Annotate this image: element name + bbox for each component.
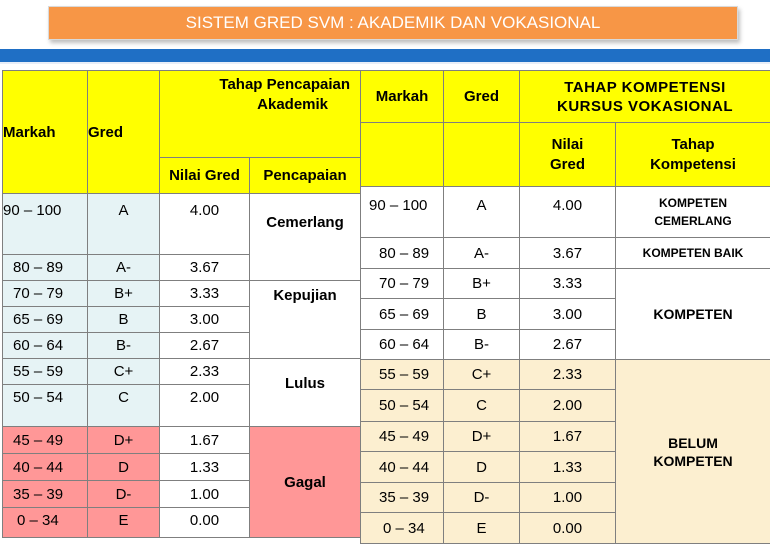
vokasional-markah: 60 – 64 xyxy=(361,330,444,360)
vokasional-header-tahap-line1: TAHAP KOMPETENSI xyxy=(564,78,726,96)
akademik-nilai: 3.00 xyxy=(160,307,250,333)
akademik-table xyxy=(2,70,361,538)
page-title: SISTEM GRED SVM : AKADEMIK DAN VOKASIONAL xyxy=(48,6,738,40)
vokasional-sub-nilai-line2: Gred xyxy=(549,155,585,173)
vokasional-sub-nilai-line1: Nilai xyxy=(551,135,584,153)
vokasional-kompetensi-belum xyxy=(616,360,770,544)
vokasional-gred: C xyxy=(444,390,520,422)
vokasional-markah: 65 – 69 xyxy=(361,299,444,330)
akademik-nilai: 2.00 xyxy=(160,385,250,427)
vokasional-markah: 80 – 89 xyxy=(361,238,444,269)
akademik-gred: B- xyxy=(88,333,160,359)
akademik-nilai: 2.67 xyxy=(160,333,250,359)
akademik-gred: A xyxy=(88,194,160,255)
vokasional-nilai: 3.33 xyxy=(520,269,616,299)
akademik-markah: 35 – 39 xyxy=(3,481,88,508)
vokasional-header-gred: Gred xyxy=(444,71,520,123)
vokasional-kompetensi-cemerlang-line2: CEMERLANG xyxy=(654,214,732,228)
akademik-markah: 90 – 100 xyxy=(3,194,88,255)
akademik-nilai: 1.67 xyxy=(160,427,250,454)
akademik-gred: E xyxy=(88,508,160,538)
vokasional-header-tahap-line2: KURSUS VOKASIONAL xyxy=(557,97,734,115)
akademik-markah: 80 – 89 xyxy=(3,255,88,281)
akademik-header-gred: Gred xyxy=(88,71,160,194)
vokasional-sub-tahap xyxy=(616,123,770,187)
vokasional-gred: D+ xyxy=(444,422,520,452)
akademik-pencapaian-lulus: Lulus xyxy=(250,359,361,427)
vokasional-header-markah: Markah xyxy=(361,71,444,123)
vokasional-sub-nilai xyxy=(520,123,616,187)
vokasional-markah: 70 – 79 xyxy=(361,269,444,299)
akademik-gred: C xyxy=(88,385,160,427)
vokasional-markah: 0 – 34 xyxy=(361,513,444,544)
vokasional-nilai: 1.67 xyxy=(520,422,616,452)
akademik-gred: C+ xyxy=(88,359,160,385)
akademik-header-tahap-line1: Tahap Pencapaian xyxy=(219,76,351,93)
akademik-header-tahap xyxy=(160,71,361,158)
akademik-gred: B+ xyxy=(88,281,160,307)
vokasional-kompetensi-kompeten: KOMPETEN xyxy=(616,269,770,360)
akademik-nilai: 4.00 xyxy=(160,194,250,255)
vokasional-gred: C+ xyxy=(444,360,520,390)
akademik-nilai: 3.67 xyxy=(160,255,250,281)
vokasional-markah: 55 – 59 xyxy=(361,360,444,390)
akademik-gred: D- xyxy=(88,481,160,508)
akademik-sub-pencapaian: Pencapaian xyxy=(250,158,361,194)
akademik-header-markah: Markah xyxy=(3,71,88,194)
akademik-markah: 40 – 44 xyxy=(3,454,88,481)
vokasional-kompetensi-belum-line1: BELUM xyxy=(668,434,718,451)
vokasional-gred: B xyxy=(444,299,520,330)
vokasional-nilai: 2.67 xyxy=(520,330,616,360)
akademik-pencapaian-gagal: Gagal xyxy=(250,427,361,538)
vokasional-gred: B- xyxy=(444,330,520,360)
akademik-markah: 70 – 79 xyxy=(3,281,88,307)
vokasional-kompetensi-cemerlang-line1: KOMPETEN xyxy=(659,196,728,210)
vokasional-gred: D xyxy=(444,452,520,483)
vokasional-sub-empty-gred xyxy=(444,123,520,187)
header-stripe-light xyxy=(0,62,770,64)
vokasional-nilai: 1.33 xyxy=(520,452,616,483)
vokasional-table xyxy=(360,70,770,544)
akademik-nilai: 1.00 xyxy=(160,481,250,508)
vokasional-markah: 50 – 54 xyxy=(361,390,444,422)
vokasional-gred: A- xyxy=(444,238,520,269)
vokasional-nilai: 3.00 xyxy=(520,299,616,330)
akademik-header-tahap-line2: Akademik xyxy=(257,96,329,113)
akademik-markah: 65 – 69 xyxy=(3,307,88,333)
akademik-pencapaian-cemerlang: Cemerlang xyxy=(250,194,361,281)
akademik-sub-nilai: Nilai Gred xyxy=(160,158,250,194)
header-stripe xyxy=(0,49,770,62)
vokasional-kompetensi-cemerlang xyxy=(616,187,770,238)
akademik-markah: 0 – 34 xyxy=(3,508,88,538)
vokasional-nilai: 3.67 xyxy=(520,238,616,269)
vokasional-sub-tahap-line1: Tahap xyxy=(671,135,715,153)
vokasional-header-tahap xyxy=(520,71,770,123)
vokasional-nilai: 0.00 xyxy=(520,513,616,544)
vokasional-markah: 35 – 39 xyxy=(361,483,444,513)
akademik-gred: D xyxy=(88,454,160,481)
akademik-gred: D+ xyxy=(88,427,160,454)
akademik-nilai: 1.33 xyxy=(160,454,250,481)
akademik-markah: 50 – 54 xyxy=(3,385,88,427)
vokasional-nilai: 2.33 xyxy=(520,360,616,390)
vokasional-sub-tahap-line2: Kompetensi xyxy=(650,155,736,173)
vokasional-gred: E xyxy=(444,513,520,544)
vokasional-markah: 45 – 49 xyxy=(361,422,444,452)
vokasional-nilai: 1.00 xyxy=(520,483,616,513)
akademik-markah: 60 – 64 xyxy=(3,333,88,359)
vokasional-nilai: 4.00 xyxy=(520,187,616,238)
akademik-pencapaian-kepujian: Kepujian xyxy=(250,281,361,359)
vokasional-nilai: 2.00 xyxy=(520,390,616,422)
vokasional-gred: B+ xyxy=(444,269,520,299)
akademik-gred: B xyxy=(88,307,160,333)
vokasional-markah: 90 – 100 xyxy=(361,187,444,238)
akademik-markah: 45 – 49 xyxy=(3,427,88,454)
vokasional-sub-empty-markah xyxy=(361,123,444,187)
akademik-markah: 55 – 59 xyxy=(3,359,88,385)
vokasional-gred: A xyxy=(444,187,520,238)
vokasional-kompetensi-belum-line2: KOMPETEN xyxy=(653,452,733,469)
akademik-nilai: 3.33 xyxy=(160,281,250,307)
akademik-nilai: 0.00 xyxy=(160,508,250,538)
akademik-gred: A- xyxy=(88,255,160,281)
vokasional-gred: D- xyxy=(444,483,520,513)
vokasional-kompetensi-baik: KOMPETEN BAIK xyxy=(616,238,770,269)
vokasional-markah: 40 – 44 xyxy=(361,452,444,483)
akademik-nilai: 2.33 xyxy=(160,359,250,385)
